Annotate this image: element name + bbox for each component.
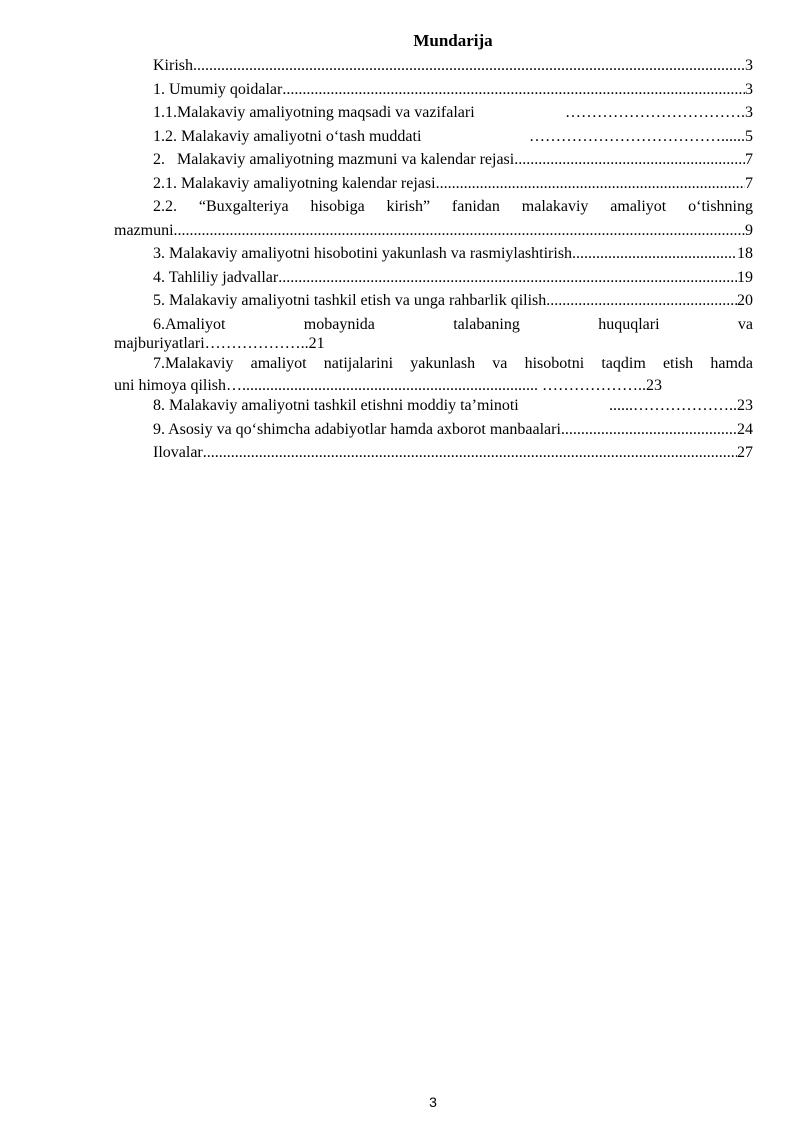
toc-entry-huquqlari-majburiyatlari[interactable] bbox=[114, 313, 753, 353]
toc-page-number: 24 bbox=[737, 420, 753, 438]
toc-page-number: 3 bbox=[745, 57, 753, 74]
toc-entry-title-line2: majburiyatlari………………..21 bbox=[114, 335, 325, 352]
toc-entry-title: 1.1.Malakaviy amaliyotning maqsadi va vazifalari bbox=[153, 104, 475, 121]
toc-leader-dots: ……………………………. bbox=[565, 104, 745, 121]
document-title: Mundarija bbox=[413, 31, 493, 50]
toc-page-number: 3 bbox=[745, 104, 753, 121]
toc-entry-title-line1: 7.Malakaviy amaliyot natijalarini yakunlash va hisobotni taqdim etish hamda bbox=[153, 355, 753, 372]
toc-page-number: 19 bbox=[737, 268, 753, 286]
toc-entry-tahliliy-jadvallar[interactable] bbox=[114, 266, 753, 290]
toc-leader-dots bbox=[193, 54, 745, 78]
toc-entry-adabiyotlar[interactable] bbox=[114, 418, 753, 442]
toc-entry-title: 8. Malakaviy amaliyotni tashkil etishni moddiy ta’minoti bbox=[153, 397, 519, 414]
toc-leader-dots bbox=[514, 148, 745, 172]
toc-page-number: 9 bbox=[745, 221, 753, 239]
toc-entry-title: 2. Malakaviy amaliyotning mazmuni va kalendar rejasi bbox=[153, 151, 515, 168]
toc-entry-title-line1: 6.Amaliyot mobaynida talabaning huquqlari va bbox=[153, 315, 753, 333]
toc-page-number: 23 bbox=[737, 397, 753, 414]
toc-entry-mazmuni-kalendar-rejasi[interactable] bbox=[114, 148, 753, 172]
toc-entry-title: 5. Malakaviy amaliyotni tashkil etish va unga rahbarlik qilish bbox=[153, 292, 547, 309]
toc-entry-title-line2: uni himoya qilish….......................................................................... ………………..23 bbox=[114, 376, 662, 394]
toc-entry-umumiy-qoidalar[interactable] bbox=[114, 78, 753, 102]
page-number: 3 bbox=[429, 1094, 437, 1110]
toc-entry-title-line2: mazmuni bbox=[114, 221, 174, 239]
toc-leader-dots: ………………………………...... bbox=[529, 127, 745, 145]
toc-entry-title: 4. Tahliliy jadvallar bbox=[153, 268, 279, 286]
toc-entry-title: 2.1. Malakaviy amaliyotning kalendar rejasi bbox=[153, 174, 436, 192]
toc-leader-dots: ......……………….. bbox=[609, 397, 737, 414]
toc-entry-otash-muddati[interactable] bbox=[114, 125, 753, 149]
toc-leader-dots bbox=[546, 289, 737, 313]
toc-leader-dots bbox=[561, 418, 737, 442]
toc-entry-kirish[interactable] bbox=[114, 54, 753, 78]
toc-leader-dots bbox=[278, 266, 737, 290]
toc-entry-title: 1. Umumiy qoidalar bbox=[153, 80, 283, 98]
toc-entry-title-line1: 2.2. “Buxgalteriya hisobiga kirish” fanidan malakaviy amaliyot o‘tishning bbox=[153, 198, 753, 215]
toc-page-number: 3 bbox=[745, 80, 753, 98]
toc-entry-natijalarini-himoya[interactable] bbox=[114, 352, 753, 395]
toc-page-number: 20 bbox=[737, 292, 753, 309]
toc-entry-kalendar-rejasi[interactable] bbox=[114, 172, 753, 196]
toc-entry-ilovalar[interactable] bbox=[114, 441, 753, 465]
toc-entry-title: Kirish bbox=[153, 57, 193, 74]
toc-page-number: 7 bbox=[745, 174, 753, 192]
toc-leader-dots bbox=[572, 242, 737, 266]
toc-entry-hisobotini-yakunlash[interactable] bbox=[114, 242, 753, 266]
toc-leader-dots bbox=[174, 219, 745, 243]
toc-entry-title: Ilovalar bbox=[153, 444, 203, 461]
toc-leader-dots bbox=[203, 441, 737, 465]
toc-page-number: 5 bbox=[745, 127, 753, 145]
toc-entry-title: 1.2. Malakaviy amaliyotni o‘tash muddati bbox=[153, 127, 422, 145]
toc-page-number: 18 bbox=[737, 245, 753, 262]
toc-entry-title: 9. Asosiy va qo‘shimcha adabiyotlar hamda axborot manbaalari bbox=[153, 420, 561, 438]
toc-page-number: 27 bbox=[737, 444, 753, 461]
toc-entry-title: 3. Malakaviy amaliyotni hisobotini yakunlash va rasmiylashtirish bbox=[153, 245, 573, 262]
toc-leader-dots bbox=[436, 172, 745, 196]
table-of-contents bbox=[114, 54, 753, 494]
toc-entry-tashkil-etish-rahbarlik[interactable] bbox=[114, 289, 753, 313]
toc-leader-dots bbox=[282, 78, 745, 102]
toc-entry-moddiy-taminoti[interactable] bbox=[114, 394, 753, 418]
toc-entry-maqsadi-vazifalari[interactable] bbox=[114, 101, 753, 125]
toc-page-number: 7 bbox=[745, 151, 753, 168]
toc-entry-buxgalteriya-mazmuni[interactable] bbox=[114, 195, 753, 242]
